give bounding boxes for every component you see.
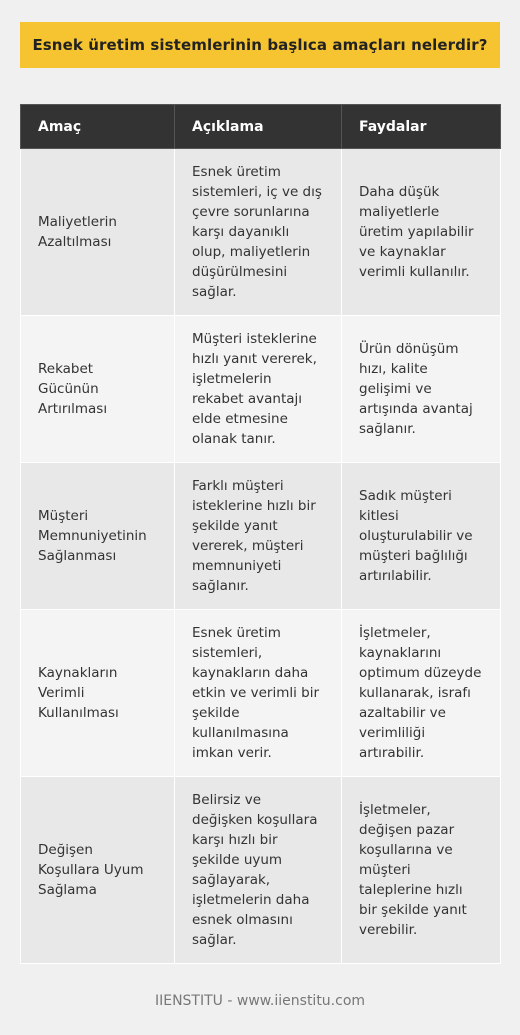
cell-aciklama: Müşteri isteklerine hızlı yanıt vererek, işletmelerin rekabet avantajı elde etmesine olanak tanır. [175,316,342,463]
table-row [21,316,501,463]
header-aciklama: Açıklama [175,105,342,149]
table-row [21,149,501,316]
table-header-row [21,105,501,149]
cell-aciklama: Esnek üretim sistemleri, kaynakların daha etkin ve verimli bir şekilde kullanılmasına imkan verir. [175,610,342,777]
header-faydalar: Faydalar [342,105,501,149]
cell-faydalar: Ürün dönüşüm hızı, kalite gelişimi ve artışında avantaj sağlanır. [342,316,501,463]
cell-aciklama: Farklı müşteri isteklerine hızlı bir şekilde yanıt vererek, müşteri memnuniyeti sağlanır. [175,463,342,610]
title-banner [20,22,500,68]
cell-amac: Değişen Koşullara Uyum Sağlama [21,777,175,964]
cell-amac: Maliyetlerin Azaltılması [21,149,175,316]
cell-faydalar: Daha düşük maliyetlerle üretim yapılabilir ve kaynaklar verimli kullanılır. [342,149,501,316]
goals-table [20,104,501,964]
cell-faydalar: İşletmeler, değişen pazar koşullarına ve müşteri taleplerine hızlı bir şekilde yanıt verebilir. [342,777,501,964]
cell-amac: Kaynakların Verimli Kullanılması [21,610,175,777]
footer-credit: IIENSTITU - www.iienstitu.com [154,993,366,1009]
header-amac: Amaç [21,105,175,149]
cell-aciklama: Esnek üretim sistemleri, iç ve dış çevre sorunlarına karşı dayanıklı olup, maliyetlerin düşürülmesini sağlar. [175,149,342,316]
cell-amac: Müşteri Memnuniyetinin Sağlanması [21,463,175,610]
cell-faydalar: Sadık müşteri kitlesi oluşturulabilir ve müşteri bağlılığı artırılabilir. [342,463,501,610]
cell-amac: Rekabet Gücünün Artırılması [21,316,175,463]
table-row [21,777,501,964]
table-row [21,463,501,610]
cell-faydalar: İşletmeler, kaynaklarını optimum düzeyde kullanarak, israfı azaltabilir ve verimliliği artırabilir. [342,610,501,777]
cell-aciklama: Belirsiz ve değişken koşullara karşı hızlı bir şekilde uyum sağlayarak, işletmelerin daha esnek olmasını sağlar. [175,777,342,964]
table-row [21,610,501,777]
page-title: Esnek üretim sistemlerinin başlıca amaçları nelerdir? [32,36,488,54]
